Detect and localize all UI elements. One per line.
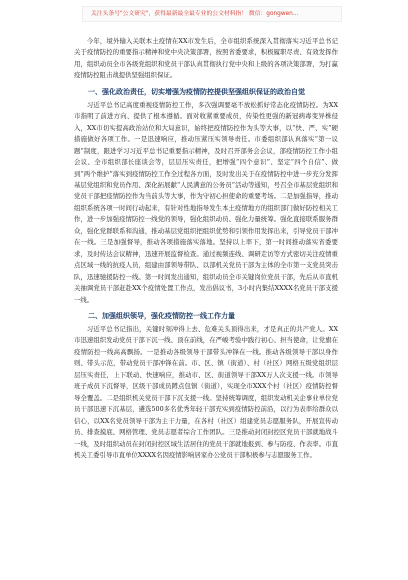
section-1-paragraph: 习近平总书记高度重视疫情防控工作，多次强调要毫不放松抓好常态化疫情防控。为XX市指明了前进方向、提供了根本遵循。面对收紧重要成员，传染性更强的新冠病毒变异株侵入，XX市切实提高政治站位和大局意识，始终把疫情防控作为头等大事，以“快、严、实”硬措施做好各项工作。一是迅速响应，推动压紧压实领导责任。市委组织部认真落实“第一议题”制度，跟进学习习近平总书记重要指示精神，及时召开部务会会议，部疫情防控工作小组会议、全市组织部长座谈会等，层层压实责任，把增强“四个意识”、坚定“四个自信”、做到“两个维护”落实到疫情防控工作全过程各方面，及时发出关于在疫情防控中进一步充分发挥基层党组织和党员作用、深化拓展献“人民满意的公务员”活动等通知，号召全市基层党组织和党员干部把疫情防控作为当前头等大事，作为守初心担使命的重要考场。二是加强指导，推动组织系统各项一时间行动起来，有针对性地指导发生本土疫情地方的组织部门做好防控相关工作，进一步加强疫情防控一线党的领导，强化组织动员、强化力量统筹。强化直接联系服务群众，强化党群联系和沟通，推动基层党组织把组织优势和引领作用发挥出来，引导党员干部冲在一线。三是加强督导，推动各项措施落实落地。坚持以上率下，第一时间推动落实省委要求，及时传达会议精神，迅速开展监督检查。通过视频连线、调研走访等方式密切关注疫情重点区域一线的抗疫人员，组建由部领导带队、以部机关党员干部为主体的全市第一支党员突击队，迅速驰援防控一线。第一时间发出通知，组织动员全市关键岗位党员干部，先后从市直机关抽调党员干部赶赴XX个疫情处置工作点，发出倡议书，3小时内集结XXXX名党员干部支援一线。 [74, 100, 338, 304]
section-2-heading: 二、加强组织领导，强化疫情防控一线工作力量 [88, 311, 235, 320]
top-notice-banner[interactable] [82, 6, 342, 22]
intro-paragraph: 今年，境外输入关联本土疫情在XX市发生后，全市组织系统深入贯彻落实习近平总书记关于疫情防控的重要指示精神和党中央决策部署，按照省委要求，积极履职尽责、有效发挥作用，组织动员全市各级党组织和党员干部认真贯彻执行党中央和上级的各项决策部署，为打赢疫情防控阻击战提供坚强组织保证。 [74, 37, 338, 80]
banner-text: 关注头条号"公文研究"，获得最新最全最专业的公文材料指！ 微信：gongwen... [91, 11, 299, 17]
document-body [74, 36, 338, 461]
section-1-heading: 一、强化政治责任，切实增强为疫情防控提供坚强组织保证的政治自觉 [88, 87, 305, 96]
section-2-paragraph: 习近平总书记指出，关键时刻冲得上去、危难关头顶得出来，才是真正的共产党人。XX市迅速组织发动党员干部下沉一线、顶在前线，在严峻考验中践行初心、担当使命，让党旗在疫情防控一线高高飘扬。一是推动各级领导干部带头冲锋在一线。推动各级领导干部以身作则、带头示范，带动党员干部冲锋在前。市、区、镇（街道）、村（社区）网格五级党组织层层压实责任，上下联动、快速响应，推动市、区、街道领导干部XX万人次支援一线。市领导班子成员下沉督导，区级干部成员蹲点包镇（街道），实现全市XXX个村（社区）疫情防控督导全覆盖。二是组织机关党员干部下沉支援一线。坚持统筹调度，组织发动机关企事业单位党员干部迅速下沉基层，遴选500多名优秀年轻干部充实到疫情防控前沿，以行为表率给群众以信心，以XX名党员领导干部为主干力量，在各村（社区）组建党员志愿服务队，开展宣传动员、排查摸底、网格管理、党员志愿者综合工作团队。三是推动封闭封控区党员干部就地战斗一线，及时组织动员在封闭封控区域生活居住的党员干部就地报到、参与防疫、作表率。市直机关工委引导市直单位XXXX名因疫情影响居家办公党员干部积极参与志愿服务工作。 [74, 324, 338, 459]
